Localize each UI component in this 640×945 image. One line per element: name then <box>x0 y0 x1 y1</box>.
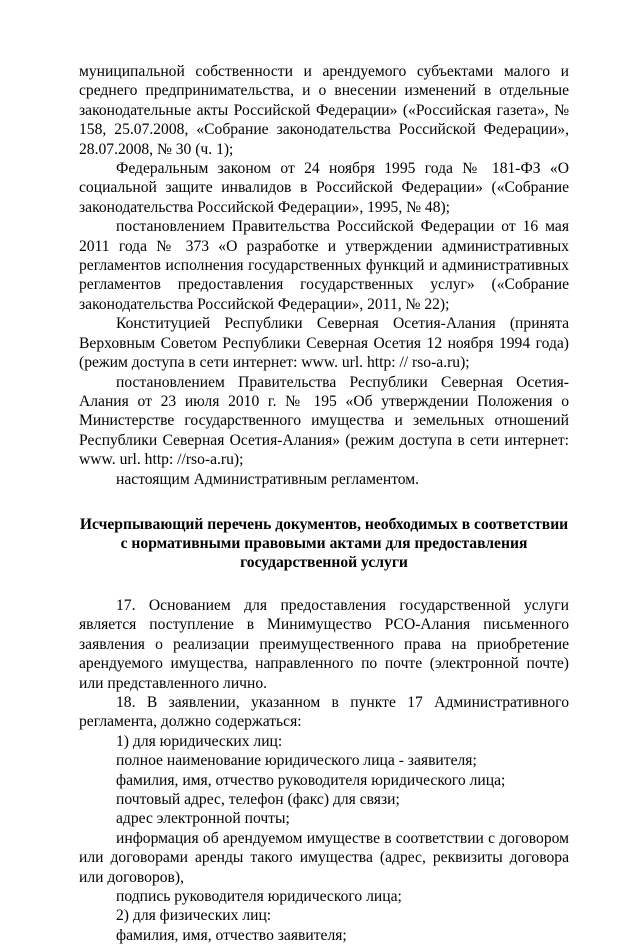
paragraph: 18. В заявлении, указанном в пункте 17 Административного регламента, должно содержаться: <box>79 693 569 731</box>
paragraph: Конституцией Республики Северная Осетия-Алания (принята Верховным Советом Республики Северная Осетия 12 ноября 1994 года) (режим доступа в сети интернет: www. url. http: // rso-a.ru); <box>79 315 569 372</box>
bottom-section <box>79 596 569 945</box>
document-page <box>79 62 569 945</box>
list-item: фамилия, имя, отчество заявителя; <box>116 926 347 944</box>
list-item: адрес электронной почты; <box>116 810 290 828</box>
paragraph: настоящим Административным регламентом. <box>116 470 420 488</box>
list-item: полное наименование юридического лица - заявителя; <box>116 752 477 770</box>
list-item: 2) для физических лиц: <box>116 907 272 925</box>
list-item: подпись руководителя юридического лица; <box>116 888 402 906</box>
list-item: почтовый адрес, телефон (факс) для связи; <box>116 791 400 808</box>
paragraph: 17. Основанием для предоставления государственной услуги является поступление в Минимущество РСО-Алания письменного заявления о реализации преимущественного права на приобретение арендуемого имущества, направленного по почте (электронной почте) или представленного лично. <box>79 596 569 692</box>
paragraph: Федеральным законом от 24 ноября 1995 года № 181-ФЗ «О социальной защите инвалидов в Российской Федерации» («Собрание законодательства Российской Федерации», 1995, № 48); <box>79 160 569 216</box>
top-section <box>79 62 569 489</box>
paragraph: муниципальной собственности и арендуемого субъектами малого и среднего предпринимательства, и о внесении изменений в отдельные законодательные акты Российской Федерации» («Российская газета», № 158, 25.07.2008, «Собрание законодательства Российской Федерации», 28.07.2008, № 30 (ч. 1); <box>79 63 569 158</box>
paragraph: постановлением Правительства Российской Федерации от 16 мая 2011 года № 373 «О разработке и утверждении административных регламентов исполнения государственных функций и административных регламентов предоставления государственных услуг» («Собрание законодательства Российской Федерации», 2011, № 22); <box>79 218 569 313</box>
section-heading: Исчерпывающий перечень документов, необходимых в соответствии с нормативными правовыми актами для предоставления государственной услуги <box>79 515 569 571</box>
list-item: 1) для юридических лиц: <box>116 732 283 750</box>
list-item: информация об арендуемом имуществе в соответствии с договором или договорами аренды такого имущества (адрес, реквизиты договора или договоров), <box>79 829 569 886</box>
list-item: фамилия, имя, отчество руководителя юридического лица; <box>116 771 506 789</box>
paragraph: постановлением Правительства Республики Северная Осетия-Алания от 23 июля 2010 г. № 195 «Об утверждении Положения о Министерстве государственного имущества и земельных отношений Республики Северная Осетия-Алания» (режим доступа в сети интернет: www. url. http: //rso-a.ru); <box>79 373 569 469</box>
